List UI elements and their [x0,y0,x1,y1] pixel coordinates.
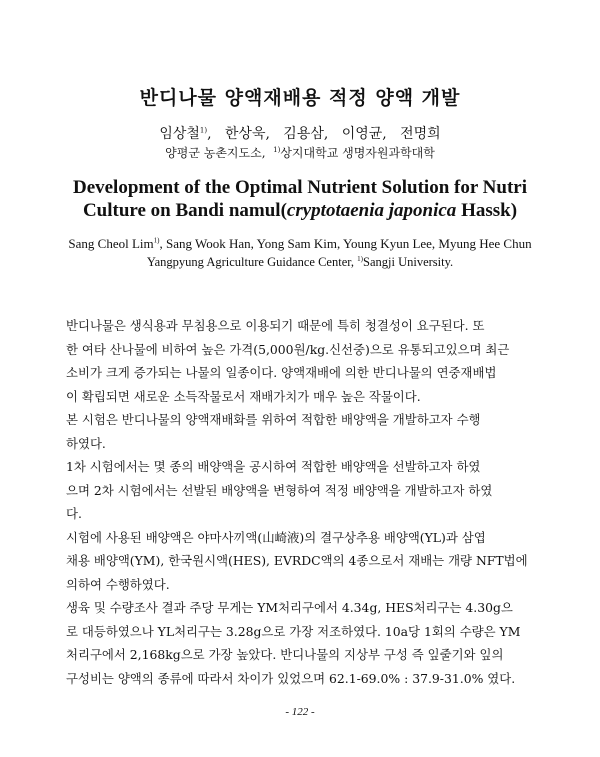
text-line: 한 여타 산나물에 비하여 높은 가격(5,000원/kg.신선중)으로 유통되고있으며 최근 [66,341,510,357]
text-line: 소비가 크게 증가되는 나물의 일종이다. 양액재배에 의한 반디나물의 연중재배법 [66,365,497,380]
paragraph [66,314,536,408]
text-line: 이 확립되면 새로운 소득작물로서 재배가치가 매우 높은 작물이다. [66,388,421,404]
korean-author: 한상욱 [224,126,266,142]
page-number: - 122 - [285,706,315,718]
paragraph [66,526,536,597]
paragraph [66,455,536,526]
text-line: 시험에 사용된 배양액은 야마사끼액(山崎液)의 결구상추용 배양액(YL)과 삼엽 [66,529,486,545]
korean-author: 전명희 [400,126,441,142]
paragraph [66,596,536,690]
abstract-body [66,314,536,690]
english-affiliation: Yangpyung Agriculture Guidance Center, $^{1)}$Sangji University. [146,254,454,269]
korean-author: 임상철 [159,126,200,142]
text-line: 본 시험은 반디나물의 양액재배화를 위하여 적합한 배양액을 개발하고자 수행 [66,412,481,427]
text-line: 구성비는 양액의 종류에 따라서 차이가 있었으며 62.1-69.0% : 37.9-31.0% 였다. [66,670,516,686]
korean-title: 반디나물 양액재배용 적정 양액 개발 [139,87,461,109]
paragraph [66,408,536,455]
text-line: 생육 및 수량조사 결과 주당 무게는 YM처리구에서 4.34g, HES처리구는 4.30g으 [66,600,513,615]
text-line: 하였다. [66,435,106,451]
korean-authors: 임상철$^{1)}$, 한상욱, 김용삼, 이영균, 전명희 [159,126,441,142]
author-affiliation-marker: 1) [199,126,208,135]
text-line: 다. [66,506,82,521]
text-line: 으며 2차 시험에서는 선발된 배양액을 변형하여 적정 배양액을 개발하고자 하였 [66,482,493,498]
text-line: 반디나물은 생식용과 무침용으로 이용되기 때문에 특히 청결성이 요구된다. 또 [66,318,485,333]
korean-author: 김용삼 [283,126,324,142]
text-line: 로 대등하였으나 YL처리구는 3.28g으로 가장 저조하였다. 10a당 1회의 수량은 YM [66,623,521,639]
text-line: 채용 배양액(YM), 한국원시액(HES), EVRDC액의 4종으로서 재배는 개량 NFT법에 [66,553,528,568]
korean-affiliation: 양평군 농촌지도소, $^{1)}$상지대학교 생명자원과학대학 [165,146,435,160]
korean-author: 이영균 [341,126,383,142]
species-name: cryptotaenia japonica [286,200,457,221]
english-title [0,176,600,222]
text-line: 의하여 수행하였다. [66,576,170,592]
english-title-line-2: Culture on Bandi namul(cryptotaenia japonica Hassk) [82,200,518,221]
english-title-line-1: Development of the Optimal Nutrient Solution for Nutri [72,177,528,198]
text-line: 처리구에서 2,168kg으로 가장 높았다. 반디나물의 지상부 구성 즉 잎줄기와 잎의 [66,647,504,662]
text-line: 1차 시험에서는 몇 종의 배양액을 공시하여 적합한 배양액을 선발하고자 하였 [66,459,481,474]
english-authors: Sang Cheol Lim$^{1)}$, Sang Wook Han, Yong Sam Kim, Young Kyun Lee, Myung Hee Chun [68,236,532,251]
